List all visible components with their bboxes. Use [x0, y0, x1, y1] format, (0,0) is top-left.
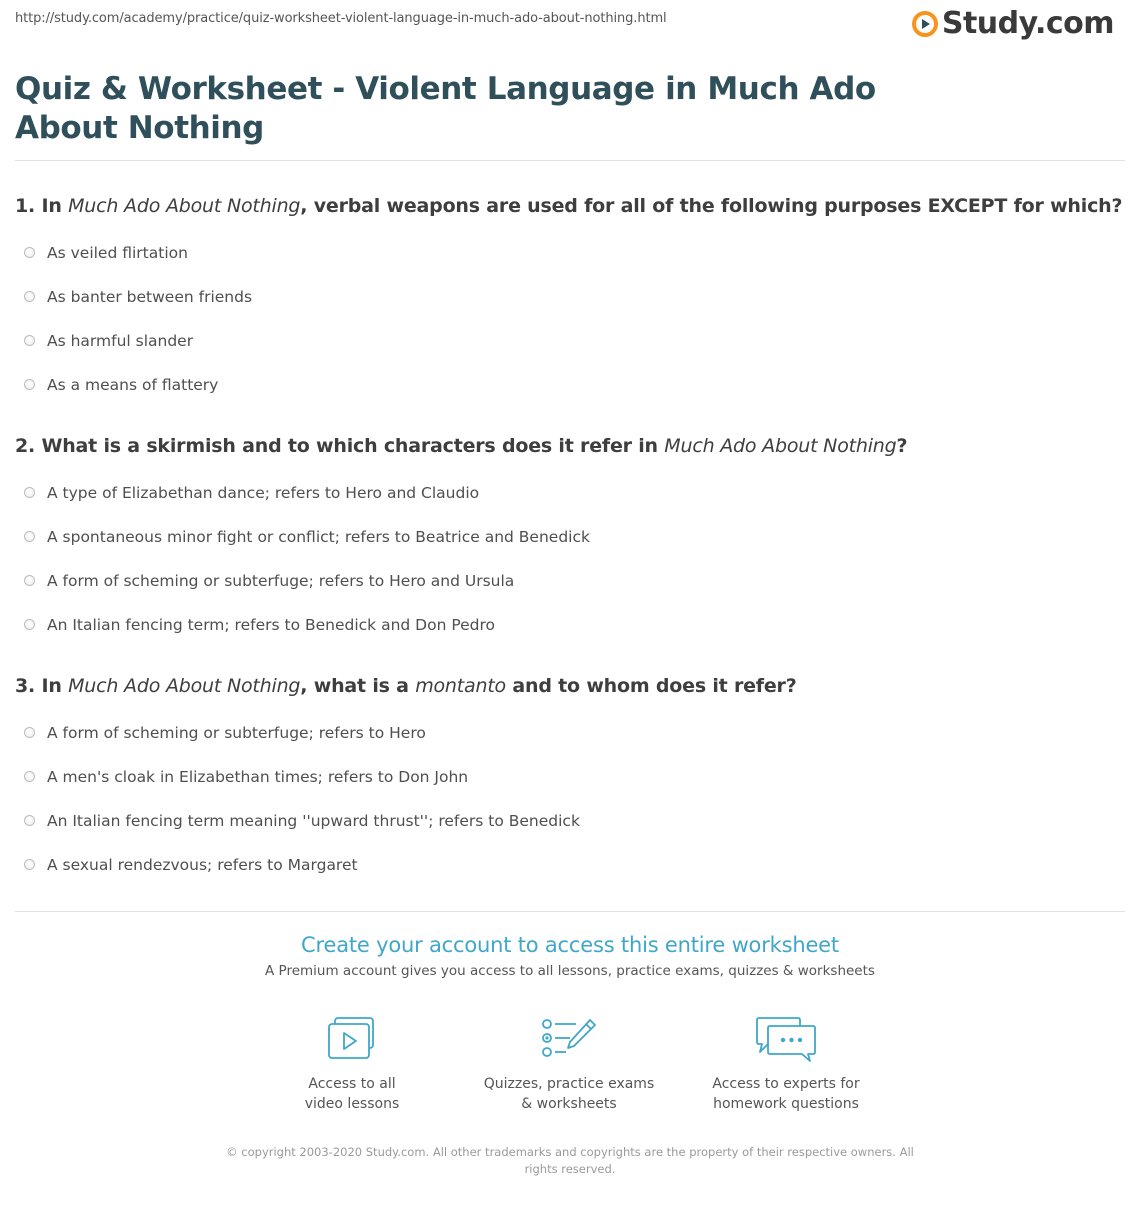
feature-label: Access to all video lessons [304, 1076, 400, 1112]
answer-option[interactable]: A spontaneous minor fight or conflict; refers to Beatrice and Benedick [15, 515, 1125, 559]
radio-button[interactable] [24, 619, 35, 630]
answer-option[interactable]: An Italian fencing term; refers to Benedick and Don Pedro [15, 603, 1125, 647]
quiz-checklist-icon [540, 1016, 598, 1062]
logo-text: Study.com [941, 6, 1114, 41]
question-text: 3. In Much Ado About Nothing, what is a montanto and to whom does it refer? [15, 675, 797, 697]
radio-button[interactable] [24, 771, 35, 782]
radio-button[interactable] [24, 859, 35, 870]
cta-divider [15, 911, 1125, 912]
feature-video-lessons [252, 1016, 452, 1114]
radio-button[interactable] [24, 727, 35, 738]
question-3 [15, 673, 1125, 887]
study-logo[interactable] [912, 6, 1114, 41]
feature-experts [686, 1016, 886, 1114]
question-text: 2. What is a skirmish and to which characters does it refer in Much Ado About Nothing? [15, 435, 908, 457]
answer-option[interactable]: As a means of flattery [15, 363, 1125, 407]
answer-option[interactable]: A form of scheming or subterfuge; refers to Hero [15, 711, 1125, 755]
answer-option[interactable]: A form of scheming or subterfuge; refers to Hero and Ursula [15, 559, 1125, 603]
radio-button[interactable] [24, 575, 35, 586]
question-1 [15, 193, 1125, 407]
feature-quizzes [469, 1016, 669, 1114]
cta-subtitle: A Premium account gives you access to all lessons, practice exams, quizzes & worksheets [265, 963, 875, 979]
footer-copyright: © copyright 2003-2020 Study.com. All other trademarks and copyrights are the property of their respective owners. All rights reserved. [226, 1145, 914, 1176]
answer-option[interactable]: A type of Elizabethan dance; refers to Hero and Claudio [15, 471, 1125, 515]
answer-option[interactable]: As veiled flirtation [15, 231, 1125, 275]
answer-option[interactable]: An Italian fencing term meaning ''upward thrust''; refers to Benedick [15, 799, 1125, 843]
signup-cta [0, 933, 1140, 979]
feature-label: Quizzes, practice exams & worksheets [483, 1076, 655, 1112]
page-url: http://study.com/academy/practice/quiz-worksheet-violent-language-in-much-ado-about-nothing.html [15, 11, 667, 26]
chat-experts-icon [754, 1016, 818, 1062]
radio-button[interactable] [24, 531, 35, 542]
answer-option[interactable]: A men's cloak in Elizabethan times; refers to Don John [15, 755, 1125, 799]
page-title: Quiz & Worksheet - Violent Language in Much Ado About Nothing [15, 71, 876, 146]
play-circle-icon [912, 11, 938, 37]
radio-button[interactable] [24, 291, 35, 302]
radio-button[interactable] [24, 335, 35, 346]
video-lessons-icon [326, 1016, 378, 1062]
question-text: 1. In Much Ado About Nothing, verbal weapons are used for all of the following purposes EXCEPT for which? [15, 195, 1123, 217]
radio-button[interactable] [24, 379, 35, 390]
answer-option[interactable]: A sexual rendezvous; refers to Margaret [15, 843, 1125, 887]
radio-button[interactable] [24, 247, 35, 258]
radio-button[interactable] [24, 487, 35, 498]
question-2 [15, 433, 1125, 647]
cta-title-link[interactable]: Create your account to access this entire worksheet [301, 933, 839, 957]
answer-option[interactable]: As harmful slander [15, 319, 1125, 363]
radio-button[interactable] [24, 815, 35, 826]
feature-label: Access to experts for homework questions [712, 1076, 860, 1112]
answer-option[interactable]: As banter between friends [15, 275, 1125, 319]
title-divider [15, 160, 1125, 161]
